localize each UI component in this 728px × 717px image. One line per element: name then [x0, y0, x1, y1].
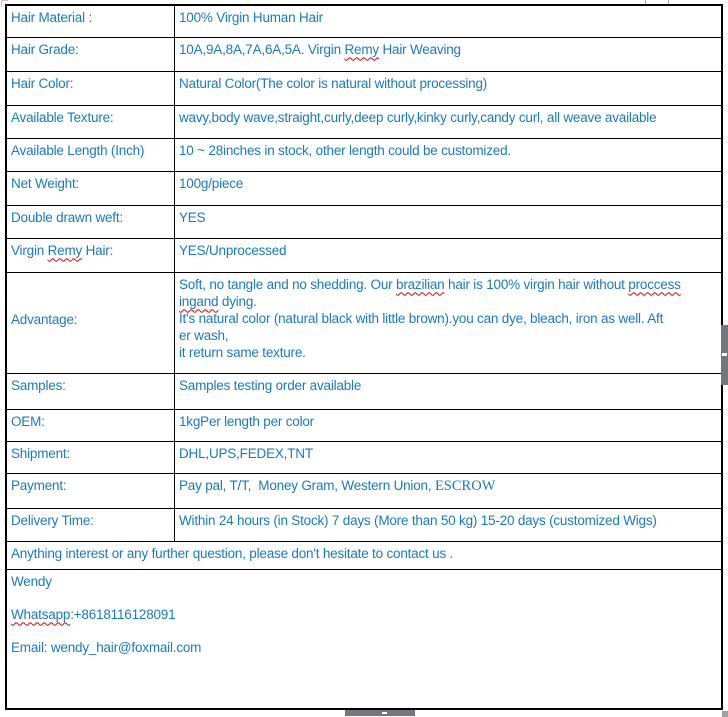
row-value: DHL,UPS,FEDEX,TNT	[175, 441, 723, 473]
scrollbar-corner	[722, 711, 728, 717]
row-value: YES/Unprocessed	[175, 238, 723, 272]
row-label: Virgin Remy Hair:	[6, 238, 175, 272]
spec-row-available-length	[6, 138, 722, 171]
row-label: Double drawn weft:	[6, 205, 175, 238]
contact-note-row	[6, 541, 722, 569]
row-value: 100% Virgin Human Hair	[175, 5, 723, 37]
product-spec-table	[5, 4, 723, 710]
row-value: wavy,body wave,straight,curly,deep curly,kinky curly,candy curl, all weave available	[175, 105, 723, 138]
row-value: 100g/piece	[175, 171, 723, 205]
row-value: Pay pal, T/T, Money Gram, Western Union, ESCROW	[175, 473, 723, 508]
spec-row-delivery-time	[6, 508, 722, 541]
contact-info-cell	[6, 569, 722, 709]
row-value: Within 24 hours (in Stock) 7 days (More than 50 kg) 15-20 days (customized Wigs)	[175, 508, 723, 541]
row-label: Shipment:	[6, 441, 175, 473]
spec-row-available-texture	[6, 105, 722, 138]
contact-info-row	[6, 569, 722, 709]
row-value: 1kgPer length per color	[175, 409, 723, 441]
spec-row-oem	[6, 409, 722, 441]
horizontal-scrollbar-thumb[interactable]	[345, 710, 415, 716]
spec-row-hair-color	[6, 71, 722, 105]
scrollbar-grip	[722, 353, 727, 356]
row-value: Soft, no tangle and no shedding. Our brazilian hair is 100% virgin hair without proccess ingand dying. It's natural color (natural black with little brown).you can dye, bleach, iron as well. Aft er wash, it return same texture.	[175, 272, 723, 373]
row-label: Samples:	[6, 373, 175, 409]
contact-whatsapp: Whatsapp:+8618116128091	[11, 606, 176, 622]
contact-email: Email: wendy_hair@foxmail.com	[11, 639, 202, 655]
row-label: Available Texture:	[6, 105, 175, 138]
scrollbar-grip	[382, 712, 387, 714]
spec-row-samples	[6, 373, 722, 409]
spec-row-shipment	[6, 441, 722, 473]
row-value: 10A,9A,8A,7A,6A,5A. Virgin Remy Hair Weaving	[175, 37, 723, 71]
row-label: Delivery Time:	[6, 508, 175, 541]
row-value: Natural Color(The color is natural without processing)	[175, 71, 723, 105]
spec-row-payment	[6, 473, 722, 508]
row-label: Hair Grade:	[6, 37, 175, 71]
row-label: Hair Color:	[6, 71, 175, 105]
row-label: Advantage:	[6, 272, 175, 373]
contact-name: Wendy	[11, 573, 52, 589]
spec-row-hair-grade	[6, 37, 722, 71]
row-value: 10 ~ 28inches in stock, other length could be customized.	[175, 138, 723, 171]
spec-row-virgin-remy-hair	[6, 238, 722, 272]
spec-row-double-drawn-weft	[6, 205, 722, 238]
spec-row-net-weight	[6, 171, 722, 205]
contact-note: Anything interest or any further question, please don't hesitate to contact us .	[6, 541, 722, 569]
row-label: OEM:	[6, 409, 175, 441]
row-value: Samples testing order available	[175, 373, 723, 409]
row-label: Payment:	[6, 473, 175, 508]
row-label: Available Length (Inch)	[6, 138, 175, 171]
spec-row-hair-material	[6, 5, 722, 37]
row-label: Hair Material :	[6, 5, 175, 37]
spec-row-advantage	[6, 272, 722, 373]
row-label: Net Weight:	[6, 171, 175, 205]
row-value: YES	[175, 205, 723, 238]
vertical-scrollbar-thumb[interactable]	[721, 325, 728, 385]
